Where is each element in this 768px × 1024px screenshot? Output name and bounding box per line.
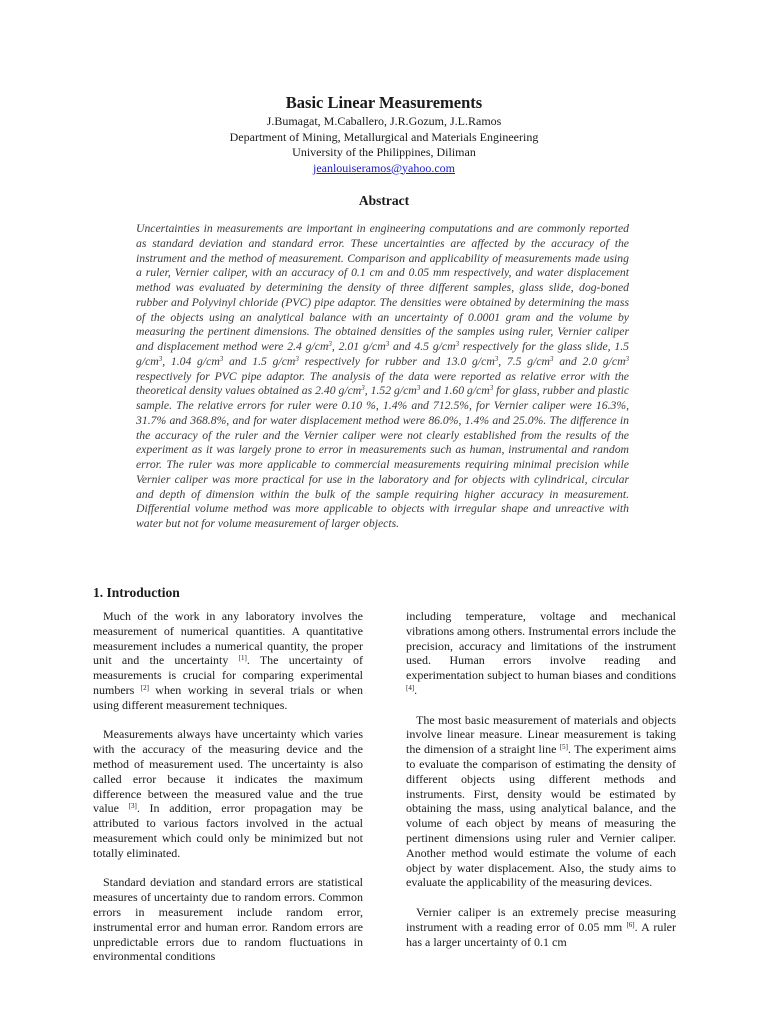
superscript: 3 <box>455 340 460 348</box>
abstract-part: Uncertainties in measurements are important in engineering computations and are commonly reported as standard deviation and standard error. These uncertainties are affected by the accuracy of the instrument and the method of measurement. Comparison and applicability of measurements made using a ruler, Vernier caliper, with an accuracy of 0.1 cm and 0.05 mm respectively, and water displacement method was evaluated by determining the density of three different samples, glass slide, dog-boned rubber and Polyvinyl chloride (PVC) pipe adaptor. The densities were obtained by determining the mass of the objects using an analytical balance with an uncertainty of 0.0001 gram and the volume by measuring the pertinent dimensions. The obtained densities of the samples using ruler, Vernier caliper and displacement method were 2.4 g/cm <box>136 222 629 353</box>
citation[interactable]: [5] <box>559 743 568 752</box>
section-heading-introduction: 1. Introduction <box>93 585 180 600</box>
paper-title: Basic Linear Measurements <box>285 93 483 112</box>
citation[interactable]: [3] <box>128 802 137 811</box>
superscript: 3 <box>328 340 332 348</box>
superscript: 3 <box>416 384 421 393</box>
authors: J.Bumagat, M.Caballero, J.R.Gozum, J.L.Ramos <box>266 114 502 128</box>
university: University of the Philippines, Diliman <box>292 145 476 159</box>
paragraph: Much of the work in any laboratory involves the measurement of numerical quantities. A quantitative measurement includes a numerical quantity, the proper unit and the uncertainty [1]. The uncertainty of measurements is crucial for comparing experimental numbers [2] when working in several trials or when using different measurement techniques. <box>93 609 363 712</box>
paragraph: Standard deviation and standard errors are statistical measures of uncertainty due to random errors. Common errors in measurement include random error, instrumental error and human error. Random errors are unpredictable errors due to random fluctuations in environmental conditions <box>93 875 363 964</box>
abstract-part: respectively for PVC pipe adaptor. The analysis of the data were reported as relative error with the theoretical density values obtained as 2.40 g/cm <box>136 369 629 398</box>
abstract-part: , 2.01 g/cm <box>331 340 386 353</box>
superscript: 3 <box>385 340 390 348</box>
abstract-part: respectively for rubber and 13.0 g/cm <box>298 354 495 368</box>
author-email-link[interactable]: jeanlouiseramos@yahoo.com <box>312 160 455 175</box>
paragraph: Vernier caliper is an extremely precise measuring instrument with a reading error of 0.05 mm [6]. A ruler has a larger uncertainty of 0.1 cm <box>406 904 676 949</box>
superscript: 3 <box>158 354 163 363</box>
abstract-part: , 7.5 g/cm <box>498 354 550 368</box>
citation[interactable]: [4] <box>406 683 415 692</box>
abstract-part: and 1.60 g/cm <box>420 384 490 398</box>
superscript: 3 <box>219 354 224 363</box>
citation[interactable]: [1] <box>238 654 247 663</box>
superscript: 3 <box>625 354 630 363</box>
author-block <box>0 114 768 176</box>
superscript: 3 <box>295 354 299 363</box>
superscript: 3 <box>489 384 494 393</box>
citation[interactable]: [6] <box>626 920 635 929</box>
department: Department of Mining, Metallurgical and Materials Engineering <box>229 129 539 144</box>
abstract-part: , 1.04 g/cm <box>162 354 220 368</box>
left-column <box>93 609 363 979</box>
superscript: 3 <box>494 354 499 363</box>
superscript: 3 <box>549 354 554 363</box>
superscript: 3 <box>361 384 365 393</box>
abstract-part: respectively for the glass slide, 1.5 g/cm <box>136 340 630 368</box>
paragraph: including temperature, voltage and mechanical vibrations among others. Instrumental errors include the precision, accuracy and limitations of the instrument used. Human errors involve reading and experimentation subject to human biases and conditions [4]. <box>406 609 676 697</box>
paragraph: Measurements always have uncertainty which varies with the accuracy of the measuring device and the method of measurement used. The uncertainty is also called error because it indicates the maximum difference between the measured value and the true value [3]. In addition, error propagation may be attributed to various factors involved in the actual measurement which could only be minimized but not totally eliminated. <box>93 727 363 860</box>
abstract-part: and 1.5 g/cm <box>223 354 296 368</box>
abstract-part: , 1.52 g/cm <box>364 384 417 398</box>
abstract-part: and 2.0 g/cm <box>553 354 626 368</box>
citation[interactable]: [2] <box>140 683 149 692</box>
abstract-part: for glass, rubber and plastic sample. The relative errors for ruler were 0.10 %, 1.4% and 712.5%, for Vernier caliper were 16.3%, 31.7% and 368.8%, and for water displacement method were 86.0%, 1.4% and 25.0%. The difference in the accuracy of the ruler and the Vernier caliper were not clearly established from the results of the experiment as it was largely prone to error in measurements such as human, instrumental and random error. The ruler was more applicable to commercial measurements requiring minimal precision while Vernier caliper was more practical for use in the laboratory and for objects with cylindrical, circular and depth of dimension within the bulk of the sample requiring higher accuracy in measurement. Differential volume method was more applicable to objects with irregular shape and unreactive with water but not for volume measurement of larger objects. <box>136 384 630 530</box>
abstract-part: and 4.5 g/cm <box>389 340 456 353</box>
abstract-heading: Abstract <box>358 193 410 208</box>
right-column <box>406 609 676 964</box>
abstract-text <box>136 222 629 532</box>
paragraph: The most basic measurement of materials and objects involve linear measure. Linear measurement is taking the dimension of a straight line [5]. The experiment aims to evaluate the comparison of estimating the density of different objects using different methods and instruments. First, density would be estimated by obtaining the mass, using analytical balance, and the volume of each object by means of measuring the pertinent dimensions using ruler and Vernier caliper. Another method would estimate the volume of each object by water displacement. Also, the study aims to evaluate the applicability of the measuring devices. <box>406 712 676 890</box>
